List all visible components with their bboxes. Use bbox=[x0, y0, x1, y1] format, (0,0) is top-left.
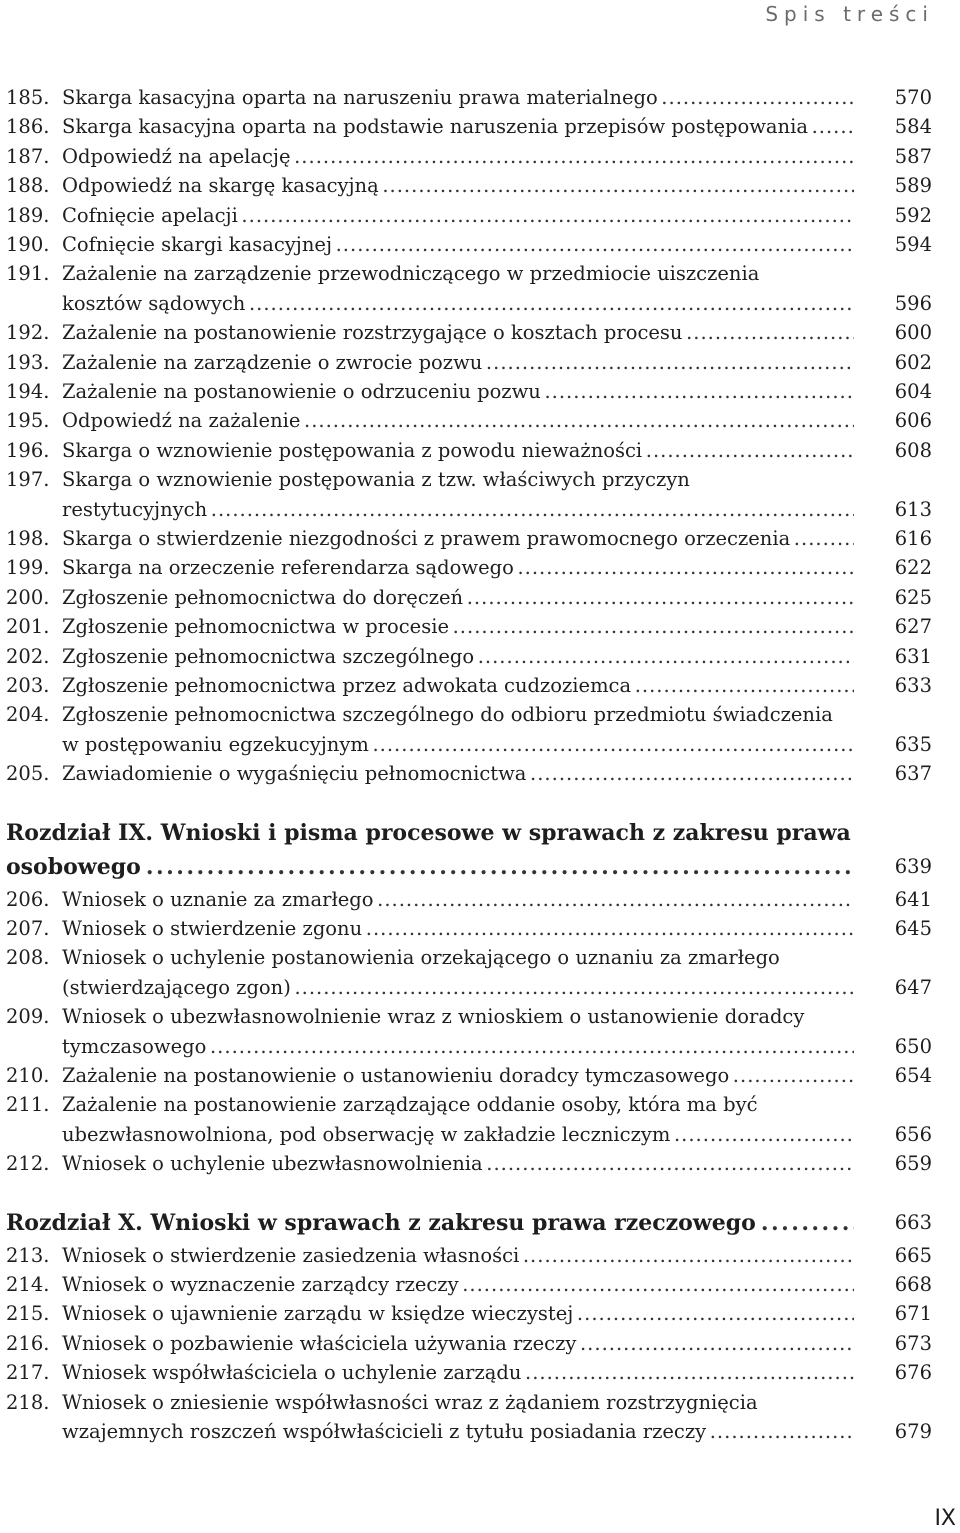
toc-entry-number: 209. bbox=[6, 1005, 50, 1029]
running-head: Spis treści bbox=[765, 2, 934, 26]
dot-leader bbox=[62, 289, 854, 319]
toc-entry-title: w postępowaniu egzekucyjnym bbox=[62, 732, 369, 756]
toc-entry-title: Zawiadomienie o wygaśnięciu pełnomocnictwa bbox=[62, 762, 527, 786]
toc-entry-title: tymczasowego bbox=[62, 1034, 207, 1058]
toc-entry-number: 192. bbox=[6, 321, 50, 345]
toc-entry-number: 189. bbox=[6, 203, 50, 227]
toc-page-number: 663 bbox=[894, 1210, 932, 1234]
toc-entry-number: 205. bbox=[6, 762, 50, 786]
dot-leader bbox=[62, 171, 854, 201]
toc-entry-number: 195. bbox=[6, 409, 50, 433]
toc-page-number: 665 bbox=[894, 1243, 932, 1267]
toc-entry-number: 194. bbox=[6, 380, 50, 403]
toc-page-number: 656 bbox=[894, 1122, 932, 1146]
toc-entry-number: 212. bbox=[6, 1152, 50, 1176]
toc-entry-title: Skarga na orzeczenie referendarza sądowego bbox=[62, 556, 514, 580]
toc-entry-number: 186. bbox=[6, 115, 50, 139]
toc-entry-title: Wniosek o uznanie za zmarłego bbox=[62, 887, 374, 911]
toc-entry-title: Zgłoszenie pełnomocnictwa w procesie bbox=[62, 615, 449, 639]
dot-leader bbox=[62, 230, 854, 260]
dot-leader bbox=[62, 1329, 854, 1359]
toc-entry-title: Wniosek o pozbawienie właściciela używania rzeczy bbox=[62, 1331, 577, 1355]
toc-entry-title: restytucyjnych bbox=[62, 497, 208, 521]
toc-page-number: 625 bbox=[894, 585, 932, 609]
toc-entry-title: Zażalenie na zarządzenie przewodniczącego w przedmiocie uiszczenia bbox=[62, 262, 760, 286]
toc-entry-title: ubezwłasnowolniona, pod obserwację w zakładzie leczniczym bbox=[62, 1122, 671, 1146]
toc-entry-title: Odpowiedź na skargę kasacyjną bbox=[62, 174, 379, 198]
toc-entry-number: 200. bbox=[6, 585, 50, 609]
dot-leader bbox=[62, 671, 854, 701]
toc-page-number: 606 bbox=[894, 409, 932, 433]
toc-entry-title: (stwierdzającego zgon) bbox=[62, 975, 291, 999]
chapter-title-line: Rozdział IX. Wnioski i pisma procesowe w sprawach z zakresu prawa bbox=[6, 819, 851, 846]
toc-page-number: 679 bbox=[894, 1420, 932, 1443]
chapter-title-line: osobowego bbox=[6, 853, 141, 880]
dot-leader bbox=[6, 1207, 854, 1237]
toc-page-number: 570 bbox=[894, 86, 932, 109]
toc-page-number: 633 bbox=[894, 674, 932, 697]
toc-entry-title: wzajemnych roszczeń współwłaścicieli z tytułu posiadania rzeczy bbox=[62, 1420, 707, 1443]
toc-page-number: 594 bbox=[894, 233, 932, 256]
toc-entry-title: Wniosek o wyznaczenie zarządcy rzeczy bbox=[62, 1273, 459, 1296]
toc-page-number: 659 bbox=[894, 1152, 932, 1176]
toc-entry-number: 204. bbox=[6, 703, 50, 727]
toc-page-number: 596 bbox=[894, 291, 932, 315]
dot-leader bbox=[62, 142, 854, 172]
dot-leader bbox=[62, 642, 854, 672]
toc-page-number: 616 bbox=[894, 527, 932, 550]
toc-page-number: 671 bbox=[894, 1302, 932, 1326]
dot-leader bbox=[62, 436, 854, 466]
toc-entry-title: Wniosek o ujawnienie zarządu w księdze wieczystej bbox=[62, 1302, 574, 1326]
toc-entry-title: Zażalenie na postanowienie o ustanowieniu doradcy tymczasowego bbox=[62, 1064, 730, 1087]
dot-leader bbox=[62, 914, 854, 944]
toc-entry-title: Odpowiedź na zażalenie bbox=[62, 409, 301, 433]
toc-page-number: 613 bbox=[894, 497, 932, 521]
toc-entry-number: 185. bbox=[6, 86, 50, 109]
chapter-title-line: Rozdział X. Wnioski w sprawach z zakresu prawa rzeczowego bbox=[6, 1209, 756, 1236]
toc-page-number: 654 bbox=[894, 1064, 932, 1087]
toc-entry-number: 207. bbox=[6, 917, 50, 940]
toc-entry-number: 213. bbox=[6, 1243, 50, 1267]
dot-leader bbox=[62, 524, 854, 554]
toc-entry-title: Skarga o wznowienie postępowania z tzw. właściwych przyczyn bbox=[62, 468, 690, 492]
toc-entry-number: 190. bbox=[6, 233, 50, 256]
dot-leader bbox=[62, 1270, 854, 1300]
toc-entry-number: 193. bbox=[6, 350, 50, 374]
toc-page-number: 587 bbox=[894, 144, 932, 168]
dot-leader bbox=[62, 406, 854, 436]
toc-entry-title: Zażalenie na zarządzenie o zwrocie pozwu bbox=[62, 350, 483, 374]
dot-leader bbox=[62, 1061, 854, 1091]
dot-leader bbox=[62, 83, 854, 113]
toc-entry-number: 215. bbox=[6, 1302, 50, 1326]
toc-entry-number: 198. bbox=[6, 527, 50, 550]
toc-entry-title: Wniosek o uchylenie ubezwłasnowolnienia bbox=[62, 1152, 483, 1176]
dot-leader bbox=[62, 1358, 854, 1388]
dot-leader bbox=[62, 112, 854, 142]
toc-entry-title: Wniosek współwłaściciela o uchylenie zarządu bbox=[62, 1361, 522, 1385]
dot-leader bbox=[62, 1149, 854, 1179]
dot-leader bbox=[62, 1241, 854, 1271]
toc-entry-title: Wniosek o stwierdzenie zgonu bbox=[62, 917, 363, 940]
toc-entry-title: Skarga o stwierdzenie niezgodności z prawem prawomocnego orzeczenia bbox=[62, 527, 791, 550]
toc-entry-number: 218. bbox=[6, 1390, 50, 1414]
toc-entry-number: 199. bbox=[6, 556, 50, 580]
toc-entry-title: Skarga kasacyjna oparta na naruszeniu prawa materialnego bbox=[62, 86, 658, 109]
toc-page-number: 676 bbox=[894, 1361, 932, 1385]
toc-page-number: 631 bbox=[894, 644, 932, 668]
toc-page-number: 584 bbox=[894, 115, 932, 139]
dot-leader bbox=[62, 1120, 854, 1150]
toc-entry-title: Zażalenie na postanowienie zarządzające oddanie osoby, która ma być bbox=[62, 1093, 758, 1117]
toc-page-number: 589 bbox=[894, 174, 932, 198]
toc-entry-number: 187. bbox=[6, 144, 50, 168]
dot-leader bbox=[62, 1417, 854, 1447]
toc-page-number: 622 bbox=[894, 556, 932, 580]
toc-entry-title: Wniosek o uchylenie postanowienia orzekającego o uznaniu za zmarłego bbox=[62, 946, 780, 970]
dot-leader bbox=[62, 885, 854, 915]
toc-entry-number: 191. bbox=[6, 262, 50, 286]
toc-page-number: 627 bbox=[894, 615, 932, 639]
dot-leader bbox=[62, 318, 854, 348]
toc-entry-title: Zgłoszenie pełnomocnictwa do doręczeń bbox=[62, 585, 464, 609]
toc-entry-title: Wniosek o stwierdzenie zasiedzenia własności bbox=[62, 1243, 520, 1267]
toc-entry-number: 202. bbox=[6, 644, 50, 668]
toc-entry-title: Wniosek o ubezwłasnowolnienie wraz z wnioskiem o ustanowienie doradcy bbox=[62, 1005, 805, 1029]
toc-entry-title: Odpowiedź na apelację bbox=[62, 144, 291, 168]
toc-page-number: 650 bbox=[894, 1034, 932, 1058]
toc-entry-title: Zgłoszenie pełnomocnictwa szczególnego bbox=[62, 644, 475, 668]
dot-leader bbox=[62, 612, 854, 642]
dot-leader bbox=[62, 583, 854, 613]
dot-leader bbox=[62, 759, 854, 789]
dot-leader bbox=[62, 730, 854, 760]
toc-page-number: 602 bbox=[894, 350, 932, 374]
toc-page-number: 647 bbox=[894, 975, 932, 999]
toc-page-number: 673 bbox=[894, 1331, 932, 1355]
toc-entry-title: Skarga kasacyjna oparta na podstawie naruszenia przepisów postępowania bbox=[62, 115, 808, 139]
toc-entry-number: 203. bbox=[6, 674, 50, 697]
toc-entry-number: 196. bbox=[6, 438, 50, 462]
toc-entry-title: Wniosek o zniesienie współwłasności wraz z żądaniem rozstrzygnięcia bbox=[62, 1390, 758, 1414]
dot-leader bbox=[62, 1299, 854, 1329]
toc-page-number: 608 bbox=[894, 438, 932, 462]
dot-leader bbox=[6, 851, 854, 881]
dot-leader bbox=[62, 1032, 854, 1062]
toc-page-number: 592 bbox=[894, 203, 932, 227]
toc-entry-number: 197. bbox=[6, 468, 50, 492]
toc-entry-number: 188. bbox=[6, 174, 50, 198]
toc-page-number: 639 bbox=[894, 854, 932, 878]
toc-page-number: 668 bbox=[894, 1273, 932, 1296]
toc-page-number: 637 bbox=[894, 762, 932, 786]
dot-leader bbox=[62, 495, 854, 525]
toc-page-number: 635 bbox=[894, 732, 932, 756]
toc-entry-title: Zgłoszenie pełnomocnictwa szczególnego do odbioru przedmiotu świadczenia bbox=[62, 703, 833, 727]
dot-leader bbox=[62, 553, 854, 583]
toc-entry-number: 211. bbox=[6, 1093, 50, 1117]
toc-page-number: 604 bbox=[894, 380, 932, 403]
toc-entry-title: Zgłoszenie pełnomocnictwa przez adwokata cudzoziemca bbox=[62, 674, 632, 697]
toc-entry-number: 206. bbox=[6, 887, 50, 911]
toc-entry-number: 214. bbox=[6, 1273, 50, 1296]
toc-entry-number: 201. bbox=[6, 615, 50, 639]
toc-entry-title: Skarga o wznowienie postępowania z powodu nieważności bbox=[62, 438, 643, 462]
toc-page-number: 645 bbox=[894, 917, 932, 940]
toc-entry-number: 217. bbox=[6, 1361, 50, 1385]
toc-entry-title: Zażalenie na postanowienie rozstrzygające o kosztach procesu bbox=[62, 321, 683, 345]
toc-entry-title: Cofnięcie apelacji bbox=[62, 203, 238, 227]
page-number: IX bbox=[934, 1506, 956, 1531]
toc-page-number: 641 bbox=[894, 887, 932, 911]
toc-page-number: 600 bbox=[894, 321, 932, 345]
dot-leader bbox=[62, 973, 854, 1003]
dot-leader bbox=[62, 377, 854, 407]
dot-leader bbox=[62, 201, 854, 231]
toc-entry-number: 216. bbox=[6, 1331, 50, 1355]
toc-entry-title: Zażalenie na postanowienie o odrzuceniu pozwu bbox=[62, 380, 541, 403]
toc-entry-title: kosztów sądowych bbox=[62, 291, 246, 315]
toc-entry-title: Cofnięcie skargi kasacyjnej bbox=[62, 233, 333, 256]
dot-leader bbox=[62, 348, 854, 378]
toc-entry-number: 210. bbox=[6, 1064, 50, 1087]
toc-entry-number: 208. bbox=[6, 946, 50, 970]
